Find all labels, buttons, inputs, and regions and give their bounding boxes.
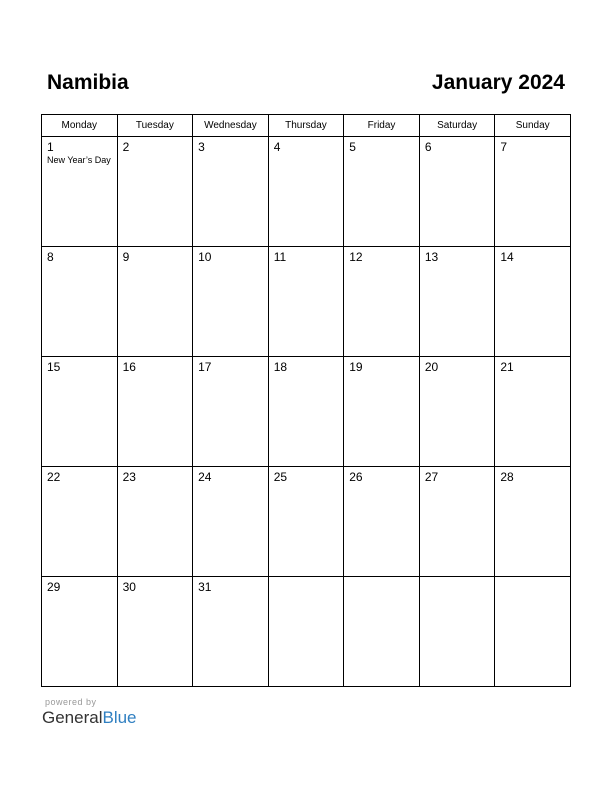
day-number: 10 — [198, 250, 212, 264]
week-row — [42, 247, 571, 357]
day-cell — [495, 137, 571, 247]
day-cell — [117, 577, 193, 687]
day-cell — [495, 467, 571, 577]
day-number: 27 — [424, 470, 439, 484]
day-cell — [344, 577, 420, 687]
day-cell — [42, 577, 118, 687]
day-number — [495, 577, 570, 580]
weekday-header-row — [42, 115, 571, 137]
country-title: Namibia — [47, 71, 129, 94]
day-cell — [344, 137, 420, 247]
calendar-grid — [41, 114, 571, 687]
weekday-header: Sunday — [495, 115, 571, 137]
day-cell — [117, 137, 193, 247]
day-cell — [117, 357, 193, 467]
day-number: 19 — [349, 360, 363, 374]
day-number: 29 — [47, 580, 61, 594]
weekday-header: Monday — [42, 115, 118, 137]
day-number — [344, 577, 419, 580]
day-number: 15 — [47, 360, 61, 374]
day-cell — [495, 247, 571, 357]
week-row — [42, 137, 571, 247]
day-cell — [193, 577, 269, 687]
day-number: 31 — [198, 580, 212, 594]
brand-general-text: General — [42, 708, 103, 727]
day-number: 8 — [47, 250, 54, 264]
day-cell — [193, 467, 269, 577]
day-number: 21 — [500, 360, 514, 374]
day-cell — [419, 137, 495, 247]
day-number: 16 — [122, 360, 136, 374]
day-cell — [117, 467, 193, 577]
day-cell — [268, 247, 344, 357]
weekday-header: Saturday — [419, 115, 495, 137]
day-cell — [268, 577, 344, 687]
generalblue-logo[interactable] — [42, 708, 137, 728]
day-number: 26 — [349, 470, 363, 484]
week-row — [42, 467, 571, 577]
day-cell — [268, 357, 344, 467]
weekday-header: Friday — [344, 115, 420, 137]
day-cell — [268, 137, 344, 247]
day-number: 7 — [500, 140, 508, 154]
powered-by-label: powered by — [45, 697, 97, 707]
day-number: 9 — [122, 250, 130, 264]
day-number: 30 — [122, 580, 136, 594]
day-cell — [495, 357, 571, 467]
day-number: 6 — [424, 140, 432, 154]
day-cell — [193, 137, 269, 247]
day-cell — [495, 577, 571, 687]
day-cell — [419, 247, 495, 357]
day-cell — [344, 357, 420, 467]
day-number: 2 — [122, 140, 130, 154]
week-row — [42, 357, 571, 467]
day-number: 20 — [424, 360, 439, 374]
weekday-header: Tuesday — [117, 115, 193, 137]
weekday-header: Thursday — [268, 115, 344, 137]
day-cell — [42, 247, 118, 357]
day-number: 14 — [500, 250, 514, 264]
day-cell — [344, 467, 420, 577]
day-number: 3 — [198, 140, 205, 154]
day-cell — [42, 357, 118, 467]
day-cell — [419, 467, 495, 577]
day-cell — [419, 357, 495, 467]
day-cell — [117, 247, 193, 357]
day-cell — [419, 577, 495, 687]
day-number: 22 — [47, 470, 61, 484]
day-number: 23 — [122, 470, 136, 484]
day-number: 24 — [198, 470, 212, 484]
day-cell — [344, 247, 420, 357]
day-cell — [268, 467, 344, 577]
day-number: 11 — [273, 250, 287, 264]
brand-blue-text: Blue — [102, 708, 137, 727]
day-number — [269, 577, 344, 580]
week-row — [42, 577, 571, 687]
day-cell — [42, 137, 118, 247]
day-number: 18 — [273, 360, 288, 374]
day-cell — [193, 357, 269, 467]
day-number: 5 — [349, 140, 356, 154]
day-number: 17 — [198, 360, 212, 374]
day-cell — [193, 247, 269, 357]
month-year-title: January 2024 — [431, 71, 565, 94]
day-number: 1 — [47, 140, 54, 154]
day-number: 12 — [349, 250, 363, 264]
weekday-header: Wednesday — [193, 115, 269, 137]
holiday-label: New Year’s Day — [47, 155, 111, 165]
day-number: 28 — [500, 470, 514, 484]
day-number: 25 — [273, 470, 288, 484]
day-number — [420, 577, 495, 580]
day-number: 13 — [424, 250, 439, 264]
day-cell — [42, 467, 118, 577]
day-number: 4 — [273, 140, 281, 154]
